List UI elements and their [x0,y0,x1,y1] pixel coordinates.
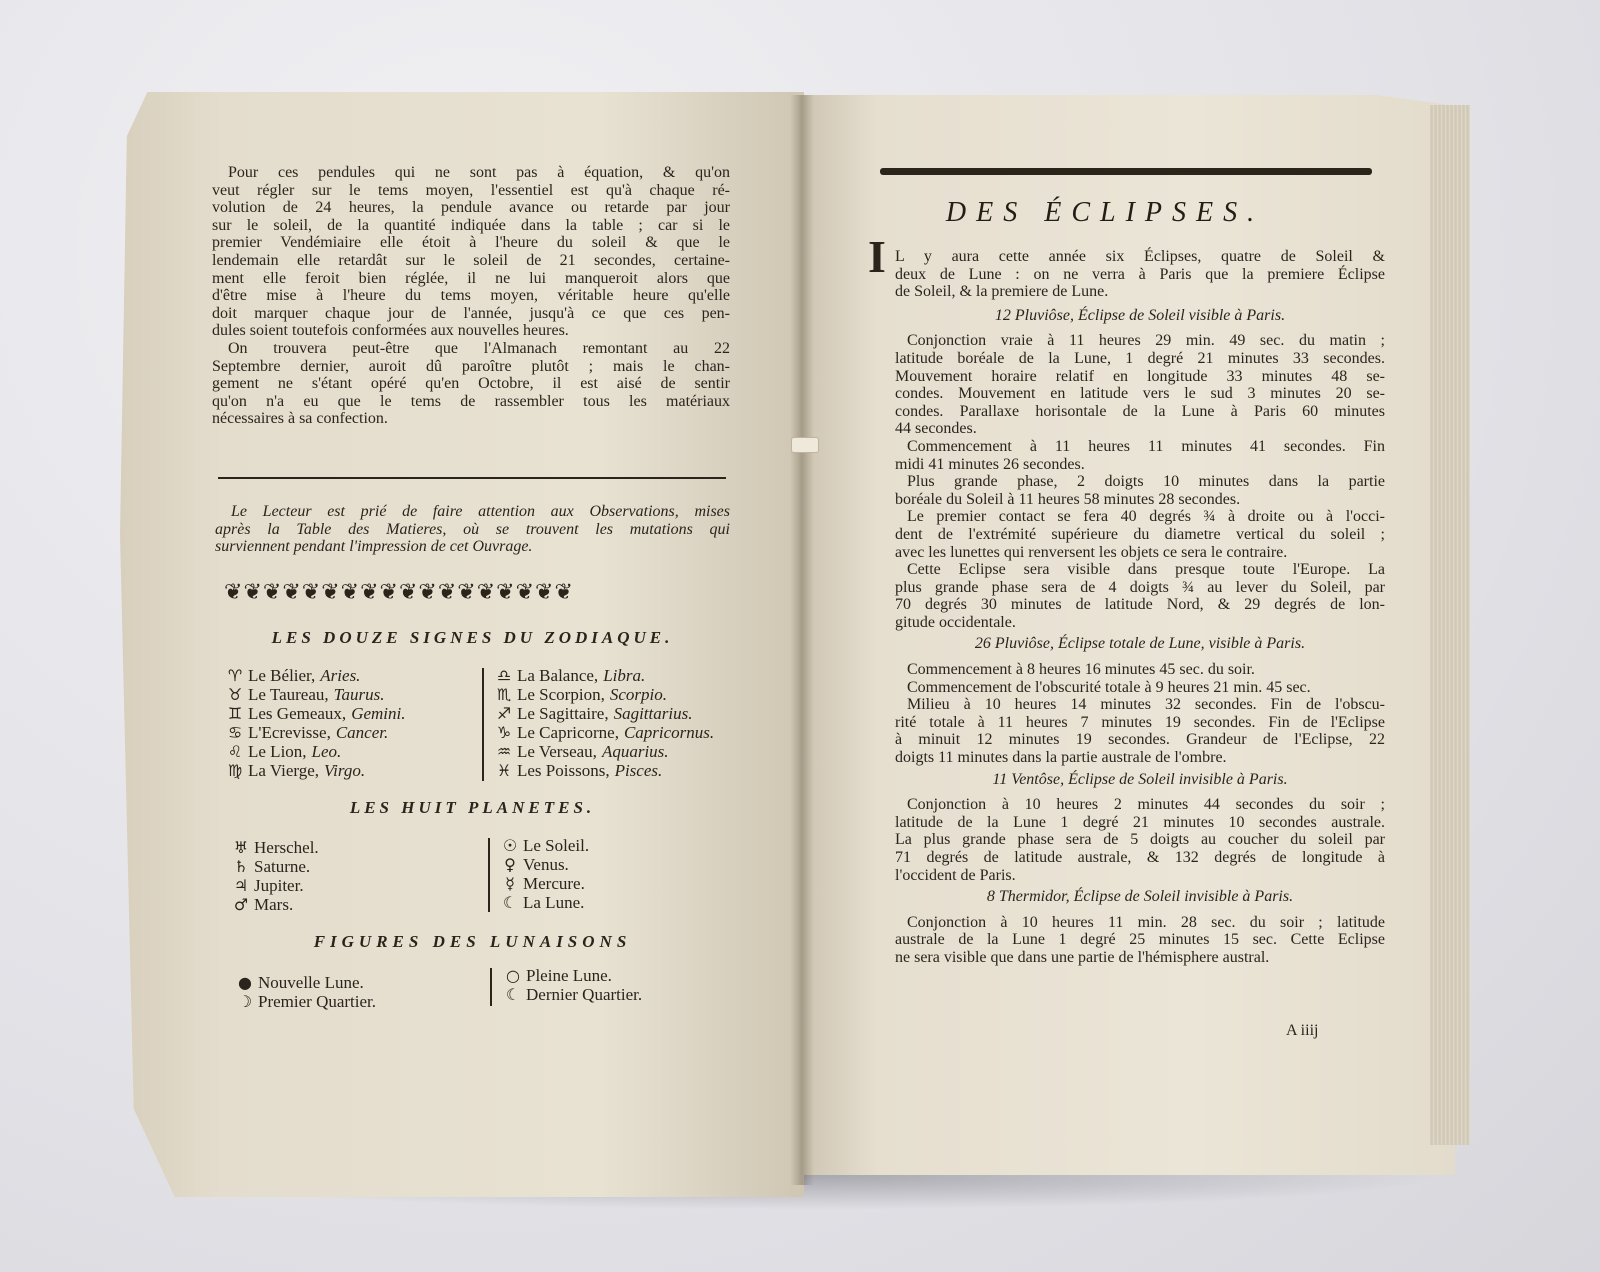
eclipse-section-heading: 26 Pluviôse, Éclipse totale de Lune, visible à Paris. [974,635,1306,653]
astro-symbol-icon: ♂ [233,895,249,914]
astro-symbol-icon: ♑ [496,723,512,742]
page-title: DES ÉCLIPSES. [945,197,1265,228]
eclipse-line: 70 degrés 30 minutes de latitude Nord, & 29 degrés de lon- [895,596,1385,614]
symbol-row [222,666,405,685]
astro-symbol-icon: ♓ [496,761,512,780]
ornament-band [224,580,573,605]
astro-symbol-icon: ♒ [496,742,512,761]
intro-line: veut régler sur le tems moyen, l'essentiel est qu'à chaque ré- [212,181,730,199]
symbol-row [497,874,589,893]
latin-name: Leo. [311,742,342,761]
eclipse-line: Conjonction vraie à 11 heures 29 min. 49 sec. du matin ; [907,332,1385,350]
symbol-row [491,723,714,742]
eclipse-line: australe de la Lune 1 degré 25 minutes 15 sec. Cette Eclipse [895,931,1385,949]
intro-line: ment elle feroit bien réglée, il ne lui manqueroit alors que [212,269,730,287]
ornament-glyph: ❦ [224,580,243,605]
drop-cap: I [868,231,886,282]
ornament-glyph: ❦ [437,580,457,605]
symbol-name: Le Taureau, [248,685,329,704]
symbol-name: Les Poissons, [517,761,610,780]
planets-list-left [228,838,319,914]
eclipse-line: midi 41 minutes 26 secondes. [895,455,1085,473]
planets-list-right [497,836,589,912]
symbol-row [222,704,405,723]
eclipse-section-body [895,332,1385,631]
ornament-glyph: ❦ [535,580,554,605]
intro-line: Pour ces pendules qui ne sont pas à équation, & qu'on [228,164,730,181]
latin-name: Aries. [320,666,361,685]
symbol-row [491,666,714,685]
symbol-row [500,985,642,1004]
astro-symbol-icon: ♊ [227,704,243,723]
symbol-row [497,836,589,855]
zodiac-heading: LES DOUZE SIGNES DU ZODIAQUE. [271,628,674,647]
symbol-name: Le Lion, [248,742,307,761]
eclipse-line: latitude de la Lune 1 degré 21 minutes 10 secondes australe. [895,813,1385,831]
book-gutter [790,95,814,1185]
eclipse-section-heading: 8 Thermidor, Éclipse de Soleil invisible à Paris. [986,888,1294,906]
eclipse-line: Conjonction à 10 heures 2 minutes 44 secondes du soir ; [907,796,1385,814]
zodiac-column-divider [482,668,484,781]
eclipse-section-body [895,914,1385,967]
symbol-row [232,992,376,1011]
symbol-name: Mercure. [523,874,585,893]
symbol-row [222,685,405,704]
eclipse-line: à minuit 12 minutes 19 secondes. Grandeur de l'Eclipse, 22 [895,731,1385,749]
astro-symbol-icon: ♄ [233,857,249,876]
symbol-name: Les Gemeaux, [248,704,347,723]
symbol-name: Mars. [254,895,294,914]
ornament-glyph: ❦ [282,580,301,605]
astro-symbol-icon: ☾ [502,893,518,912]
symbol-name: Le Capricorne, [517,723,619,742]
eclipse-line: gitude occidentale. [895,613,1016,631]
astro-symbol-icon: ♌ [227,742,243,761]
planets-heading: LES HUIT PLANETES. [349,798,596,817]
symbol-name: Le Bélier, [248,666,316,685]
eclipse-line: rité totale à 11 heures 7 minutes 19 secondes. Fin de l'Eclipse [895,713,1385,731]
page-edges [1430,105,1470,1145]
ornament-glyph: ❦ [321,580,340,605]
lunar-list-right [500,966,642,1004]
eclipse-line: Commencement à 11 heures 11 minutes 41 secondes. Fin [907,437,1385,455]
top-rule [880,168,1372,175]
eclipse-line: plus grande phase sera de 4 doigts ¾ au lever du Soleil, par [895,578,1385,596]
zodiac-list-left [222,666,405,780]
ornament-glyph: ❦ [457,580,476,605]
symbol-name: Saturne. [254,857,311,876]
symbol-row [491,742,714,761]
symbol-name: Premier Quartier. [258,992,377,1011]
ornament-glyph: ❦ [379,580,398,605]
eclipse-line: Commencement à 8 heures 16 minutes 45 sec. du soir. [907,661,1255,679]
left-divider-rule [218,477,726,479]
ornament-glyph: ❦ [262,580,282,605]
ornament-glyph: ❦ [398,580,418,605]
symbol-row [228,876,319,895]
eclipse-line: Commencement de l'obscurité totale à 9 heures 21 min. 45 sec. [907,678,1311,696]
signature-mark: A iiij [1286,1022,1319,1039]
latin-name: Libra. [603,666,646,685]
lunar-column-divider [490,968,492,1006]
ornament-glyph: ❦ [243,580,262,605]
eclipse-line: condes. Mouvement en latitude vers le sud 3 minutes 20 se- [895,385,1385,403]
eclipse-line: 71 degrés de latitude australe, & 132 degrés de longitude à [895,849,1385,866]
symbol-name: Le Scorpion, [517,685,605,704]
astro-symbol-icon: ☽ [237,992,253,1011]
symbol-row [500,966,642,985]
notice-line: Le Lecteur est prié de faire attention aux Observations, mises [231,503,730,520]
eclipse-section-body [895,661,1385,767]
eclipse-line: Le premier contact se fera 40 degrés ¾ à droite ou à l'occi- [907,508,1385,526]
intro-line: sur le soleil, de la quantité indiquée dans la table ; car si le [212,216,730,234]
eclipse-line: avec les lunettes qui renversent les objets ce sera le contraire. [895,543,1288,561]
eclipse-line: condes. Parallaxe horisontale de la Lune à Paris 60 minutes [895,402,1385,420]
lunar-list-left [232,973,376,1011]
zodiac-list-right [491,666,714,780]
astro-symbol-icon: ☉ [502,836,518,855]
intro-line: Septembre dernier, auroit dû paroître plutôt ; mais le chan- [212,357,730,375]
symbol-name: Pleine Lune. [526,966,612,985]
eclipse-line: latitude boréale de la Lune, 1 degré 21 minutes 33 secondes. [895,349,1385,367]
eclipse-intro [895,248,1385,301]
astro-symbol-icon: ☾ [505,985,521,1004]
astro-symbol-icon: ♐ [496,704,512,723]
symbol-row [228,857,319,876]
symbol-row [222,742,405,761]
symbol-row [491,704,714,723]
latin-name: Gemini. [351,704,406,723]
intro-line: qu'on n'a eu que le tems de rassembler tous les matériaux [212,392,730,410]
intro-line: nécessaires à sa confection. [212,410,388,428]
eclipse-line: ne sera visible que dans une partie de l'hémisphere austral. [895,948,1270,966]
latin-name: Aquarius. [601,742,669,761]
lunar-heading: FIGURES DES LUNAISONS [313,932,632,951]
ornament-glyph: ❦ [360,580,379,605]
eclipse-line: 44 secondes. [895,420,977,438]
eclipse-section-heading: 12 Pluviôse, Éclipse de Soleil visible à Paris. [994,306,1286,324]
ornament-glyph: ❦ [340,580,360,605]
latin-name: Sagittarius. [613,704,693,723]
binding-thread [791,437,819,453]
latin-name: Cancer. [335,723,389,742]
astro-symbol-icon: ♋ [227,723,243,742]
eclipse-line: Conjonction à 10 heures 11 min. 28 sec. du soir ; latitude [907,913,1385,931]
symbol-row [222,761,405,780]
symbol-name: Herschel. [254,838,319,857]
ornament-glyph: ❦ [515,580,534,605]
astro-symbol-icon: ● [238,973,252,992]
ornament-glyph: ❦ [418,580,437,605]
planets-column-divider [488,838,490,912]
eclipse-line: boréale du Soleil à 11 heures 58 minutes 28 secondes. [895,490,1241,508]
eclipse-line: l'occident de Paris. [895,866,1016,884]
symbol-name: La Vierge, [248,761,320,780]
latin-name: Virgo. [324,761,366,780]
intro-line: lendemain elle retardât sur le soleil de 21 secondes, certaine- [212,251,730,269]
notice-line: surviennent pendant l'impression de cet Ouvrage. [215,538,533,556]
eclipse-section-heading: 11 Ventôse, Éclipse de Soleil invisible à Paris. [992,770,1288,788]
intro-line: volution de 24 heures, la pendule avance ou retarde par jour [212,199,730,217]
symbol-row [497,855,589,874]
ornament-glyph: ❦ [301,580,321,605]
symbol-name: L'Ecrevisse, [248,723,331,742]
latin-name: Scorpio. [609,685,667,704]
symbol-name: La Balance, [517,666,599,685]
symbol-row [491,685,714,704]
astro-symbol-icon: ♉ [227,685,243,704]
symbol-name: Jupiter. [254,876,304,895]
notice-line: après la Table des Matieres, où se trouvent les mutations qui [215,520,730,538]
eclipse-line: La plus grande phase sera de 5 doigts au coucher du soleil par [895,831,1385,849]
latin-name: Taurus. [333,685,385,704]
symbol-row [228,838,319,857]
symbol-name: Dernier Quartier. [526,985,643,1004]
astro-symbol-icon: ♃ [233,876,249,895]
symbol-name: La Lune. [523,893,585,912]
eclipse-section-body [895,796,1385,884]
eclipse-content [895,248,1385,971]
symbol-name: Venus. [523,855,569,874]
symbol-row [497,893,589,912]
astro-symbol-icon: ♈ [227,666,243,685]
astro-symbol-icon: ☿ [505,874,515,893]
intro-line: d'être mise à l'heure du tems moyen, véritable heure qu'elle [212,287,730,305]
intro-line: deux de Lune : on ne verra à Paris que la premiere Éclipse [895,265,1385,283]
astro-symbol-icon: ○ [506,966,520,985]
astro-symbol-icon: ♏ [496,685,512,704]
intro-line: On trouvera peut-être que l'Almanach remontant au 22 [228,339,730,357]
symbol-name: Nouvelle Lune. [258,973,364,992]
ornament-glyph: ❦ [554,580,573,605]
latin-name: Capricornus. [623,723,715,742]
eclipse-line: dent de l'extrémité supérieure du diametre vertical du soleil ; [895,525,1385,543]
eclipse-line: Cette Eclipse sera visible dans presque toute l'Europe. La [907,561,1385,579]
intro-line: gement ne s'étant opéré qu'en Octobre, il est aisé de sentir [212,375,730,393]
intro-line: premier Vendémiaire elle étoit à l'heure du soleil & que le [212,234,730,252]
eclipse-line: doigts 11 minutes dans la partie australe de l'ombre. [895,749,1227,767]
reader-notice [215,503,730,556]
ornament-glyph: ❦ [476,580,496,605]
symbol-row [232,973,376,992]
astro-symbol-icon: ♎ [496,666,512,685]
astro-symbol-icon: ♅ [233,838,249,857]
ornament-glyph: ❦ [496,580,515,605]
symbol-name: Le Soleil. [523,836,590,855]
left-intro-paragraph [212,164,730,428]
eclipse-line: Milieu à 10 heures 14 minutes 32 secondes. Fin de l'obscu- [907,696,1385,714]
intro-line: de Soleil, & la premiere de Lune. [895,283,1109,301]
symbol-row [491,761,714,780]
symbol-name: Le Sagittaire, [517,704,609,723]
symbol-row [228,895,319,914]
astro-symbol-icon: ♍ [227,761,243,780]
intro-line: dules soient toutefois conformées aux nouvelles heures. [212,322,569,340]
eclipse-line: Plus grande phase, 2 doigts 10 minutes dans la partie [907,473,1385,491]
symbol-row [222,723,405,742]
eclipse-line: Mouvement horaire relatif en longitude 33 minutes 48 se- [895,367,1385,385]
intro-line: doit marquer chaque jour de l'année, jusqu'à ce que ces pen- [212,304,730,322]
latin-name: Pisces. [614,761,663,780]
symbol-name: Le Verseau, [517,742,597,761]
intro-line: L y aura cette année six Éclipses, quatre de Soleil & [895,248,1385,265]
astro-symbol-icon: ♀ [504,855,516,874]
